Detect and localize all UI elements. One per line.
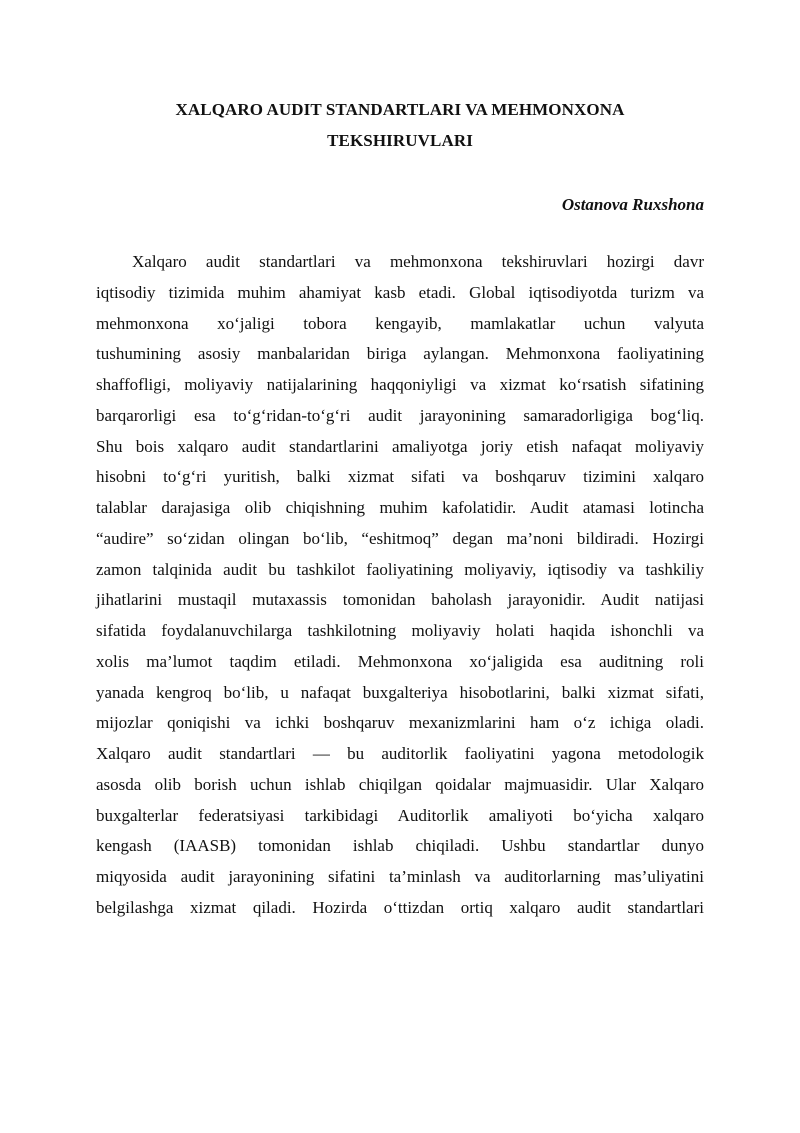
- paragraph-line: Xalqaro audit standartlari va mehmonxona tekshiruvlari hozirgi davr: [132, 252, 704, 271]
- paragraph-line: miqyosida audit jarayonining sifatini ta’minlash va auditorlarning mas’uliyatini: [96, 867, 704, 886]
- paragraph-line: kengash (IAASB) tomonidan ishlab chiqiladi. Ushbu standartlar dunyo: [96, 836, 704, 856]
- paragraph-line: talablar darajasiga olib chiqishning muhim kafolatidir. Audit atamasi lotincha: [96, 498, 704, 517]
- paragraph-line: barqarorligi esa to‘g‘ridan-to‘g‘ri audit jarayonining samaradorligiga bog‘liq.: [96, 405, 704, 425]
- paragraph-line: Shu bois xalqaro audit standartlarini amaliyotga joriy etish nafaqat moliyaviy: [96, 436, 704, 456]
- paragraph-line: mijozlar qoniqishi va ichki boshqaruv mexanizmlarini ham o‘z ichiga oladi.: [96, 713, 704, 733]
- paragraph-line: sifatida foydalanuvchilarga tashkilotning moliyaviy holati haqida ishonchli va: [96, 621, 704, 640]
- document-title: [96, 94, 704, 156]
- paragraph-line: Xalqaro audit standartlari — bu auditorlik faoliyatini yagona metodologik: [96, 744, 704, 763]
- paragraph-line: buxgalterlar federatsiyasi tarkibidagi Auditorlik amaliyoti bo‘yicha xalqaro: [96, 805, 704, 825]
- body-paragraph: [96, 247, 704, 924]
- paragraph-line: iqtisodiy tizimida muhim ahamiyat kasb etadi. Global iqtisodiyotda turizm va: [96, 282, 704, 302]
- paragraph-line: zamon talqinida audit bu tashkilot faoliyatining moliyaviy, iqtisodiy va tashkiliy: [96, 559, 704, 579]
- paragraph-line: jihatlarini mustaqil mutaxassis tomonidan baholash jarayonidir. Audit natijasi: [96, 590, 704, 610]
- title-line-1: XALQARO AUDIT STANDARTLARI VA MEHMONXONA: [175, 100, 625, 119]
- title-line-2: TEKSHIRUVLARI: [327, 131, 473, 150]
- paragraph-line: yanada kengroq bo‘lib, u nafaqat buxgalteriya hisobotlarini, balki xizmat sifati,: [96, 682, 704, 702]
- paragraph-line: asosda olib borish uchun ishlab chiqilgan qoidalar majmuasidir. Ular Xalqaro: [96, 774, 704, 794]
- paragraph-line: mehmonxona xo‘jaligi tobora kengayib, mamlakatlar uchun valyuta: [96, 313, 704, 333]
- paragraph-line: belgilashga xizmat qiladi. Hozirda o‘ttizdan ortiq xalqaro audit standartlari: [96, 897, 704, 917]
- paragraph-line: “audire” so‘zidan olingan bo‘lib, “eshitmoq” degan ma’noni bildiradi. Hozirgi: [96, 528, 704, 548]
- paragraph-line: hisobni to‘g‘ri yuritish, balki xizmat sifati va boshqaruv tizimini xalqaro: [96, 467, 704, 487]
- paragraph-line: tushumining asosiy manbalaridan biriga aylangan. Mehmonxona faoliyatining: [96, 344, 704, 364]
- paragraph-line: xolis ma’lumot taqdim etiladi. Mehmonxona xo‘jaligida esa auditning roli: [96, 651, 704, 671]
- paragraph-line: shaffofligi, moliyaviy natijalarining haqqoniyligi va xizmat ko‘rsatish sifatining: [96, 375, 704, 394]
- author-name: Ostanova Ruxshona: [561, 195, 704, 214]
